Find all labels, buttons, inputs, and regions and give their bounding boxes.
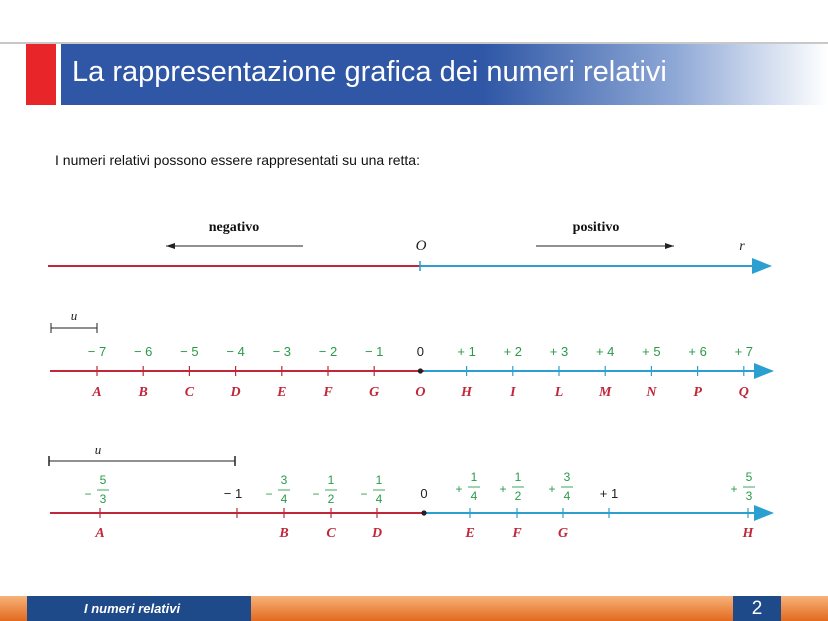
positivo-label: positivo bbox=[572, 220, 620, 235]
label-numerator: 3 bbox=[563, 470, 571, 484]
number-line-3 bbox=[49, 442, 772, 541]
label-numerator: 1 bbox=[375, 473, 383, 487]
point-letter: G bbox=[369, 385, 380, 400]
number-label: + 6 bbox=[688, 344, 707, 359]
label-minus-1: − 1 bbox=[223, 486, 243, 501]
label-sign: + bbox=[455, 482, 463, 496]
point-letter: C bbox=[184, 385, 195, 400]
number-label: + 2 bbox=[503, 344, 523, 359]
point-letter: O bbox=[415, 385, 426, 400]
origin-dot bbox=[418, 368, 423, 373]
label-denominator: 4 bbox=[280, 492, 288, 506]
number-label: + 3 bbox=[549, 344, 569, 359]
origin-label: O bbox=[415, 238, 427, 254]
intro-text: I numeri relativi possono essere rappresentati su una retta: bbox=[55, 152, 420, 168]
point-letter: L bbox=[554, 385, 564, 400]
point-letter: I bbox=[510, 385, 516, 400]
number-line-1 bbox=[48, 220, 770, 271]
label-denominator: 2 bbox=[327, 492, 335, 506]
point-E-letter: E bbox=[465, 526, 475, 541]
label-sign: + bbox=[499, 482, 507, 496]
label-sign: − bbox=[265, 487, 273, 501]
number-label: + 5 bbox=[642, 344, 661, 359]
point-H-letter: H bbox=[742, 526, 754, 541]
label-plus-1: + 1 bbox=[599, 486, 619, 501]
unit-label-3: u bbox=[94, 442, 102, 457]
label-numerator: 1 bbox=[327, 473, 335, 487]
label-denominator: 4 bbox=[563, 489, 571, 503]
number-label: + 4 bbox=[595, 344, 615, 359]
slide-title: La rappresentazione grafica dei numeri relativi bbox=[72, 56, 667, 88]
number-label: − 6 bbox=[133, 344, 153, 359]
label-plus-1-2 bbox=[499, 470, 524, 503]
label-zero: 0 bbox=[420, 486, 428, 501]
footer-label: I numeri relativi bbox=[84, 601, 181, 616]
point-letter: B bbox=[138, 385, 148, 400]
number-label: − 3 bbox=[272, 344, 292, 359]
point-letter: D bbox=[230, 385, 241, 400]
number-label: + 7 bbox=[734, 344, 754, 359]
number-label: 0 bbox=[416, 344, 425, 359]
number-label: − 1 bbox=[364, 344, 384, 359]
label-denominator: 4 bbox=[375, 492, 383, 506]
line-name-label: r bbox=[739, 239, 745, 254]
label-sign: − bbox=[360, 487, 368, 501]
label-minus-1-2 bbox=[312, 473, 337, 506]
label-sign: + bbox=[548, 482, 556, 496]
point-D-letter: D bbox=[371, 526, 383, 541]
label-numerator: 5 bbox=[99, 473, 107, 487]
point-letter: A bbox=[92, 385, 102, 400]
point-letter: Q bbox=[738, 385, 749, 400]
point-letter: H bbox=[461, 385, 473, 400]
unit-label: u bbox=[70, 308, 78, 323]
point-B-letter: B bbox=[279, 526, 289, 541]
point-letter: E bbox=[277, 385, 287, 400]
point-C-letter: C bbox=[326, 526, 336, 541]
label-sign: + bbox=[730, 482, 738, 496]
point-letter: F bbox=[323, 385, 333, 400]
number-label: − 5 bbox=[180, 344, 199, 359]
label-minus-3-4 bbox=[265, 473, 290, 506]
negativo-label: negativo bbox=[208, 220, 260, 235]
label-plus-5-3 bbox=[730, 470, 755, 503]
point-G-letter: G bbox=[557, 526, 569, 541]
label-sign: − bbox=[312, 487, 320, 501]
point-A-letter: A bbox=[95, 526, 105, 541]
label-denominator: 2 bbox=[514, 489, 522, 503]
label-plus-1-4 bbox=[455, 470, 480, 503]
point-letter: N bbox=[646, 385, 657, 400]
number-label: − 7 bbox=[87, 344, 107, 359]
label-denominator: 3 bbox=[745, 489, 753, 503]
point-letter: M bbox=[598, 385, 612, 400]
number-label: − 4 bbox=[226, 344, 245, 359]
number-label: − 2 bbox=[318, 344, 338, 359]
label-numerator: 1 bbox=[470, 470, 478, 484]
label-sign: − bbox=[84, 487, 92, 501]
page-number: 2 bbox=[751, 598, 763, 619]
point-letter: P bbox=[693, 385, 702, 400]
number-line-2 bbox=[50, 308, 772, 400]
point-F-letter: F bbox=[512, 526, 522, 541]
label-numerator: 1 bbox=[514, 470, 522, 484]
label-numerator: 5 bbox=[745, 470, 753, 484]
label-plus-3-4 bbox=[548, 470, 573, 503]
label-minus-1-4 bbox=[360, 473, 385, 506]
label-minus-5-3 bbox=[84, 473, 109, 506]
label-denominator: 3 bbox=[99, 492, 107, 506]
label-numerator: 3 bbox=[280, 473, 288, 487]
number-label: + 1 bbox=[457, 344, 476, 359]
label-denominator: 4 bbox=[470, 489, 478, 503]
origin-dot-3 bbox=[421, 510, 426, 515]
